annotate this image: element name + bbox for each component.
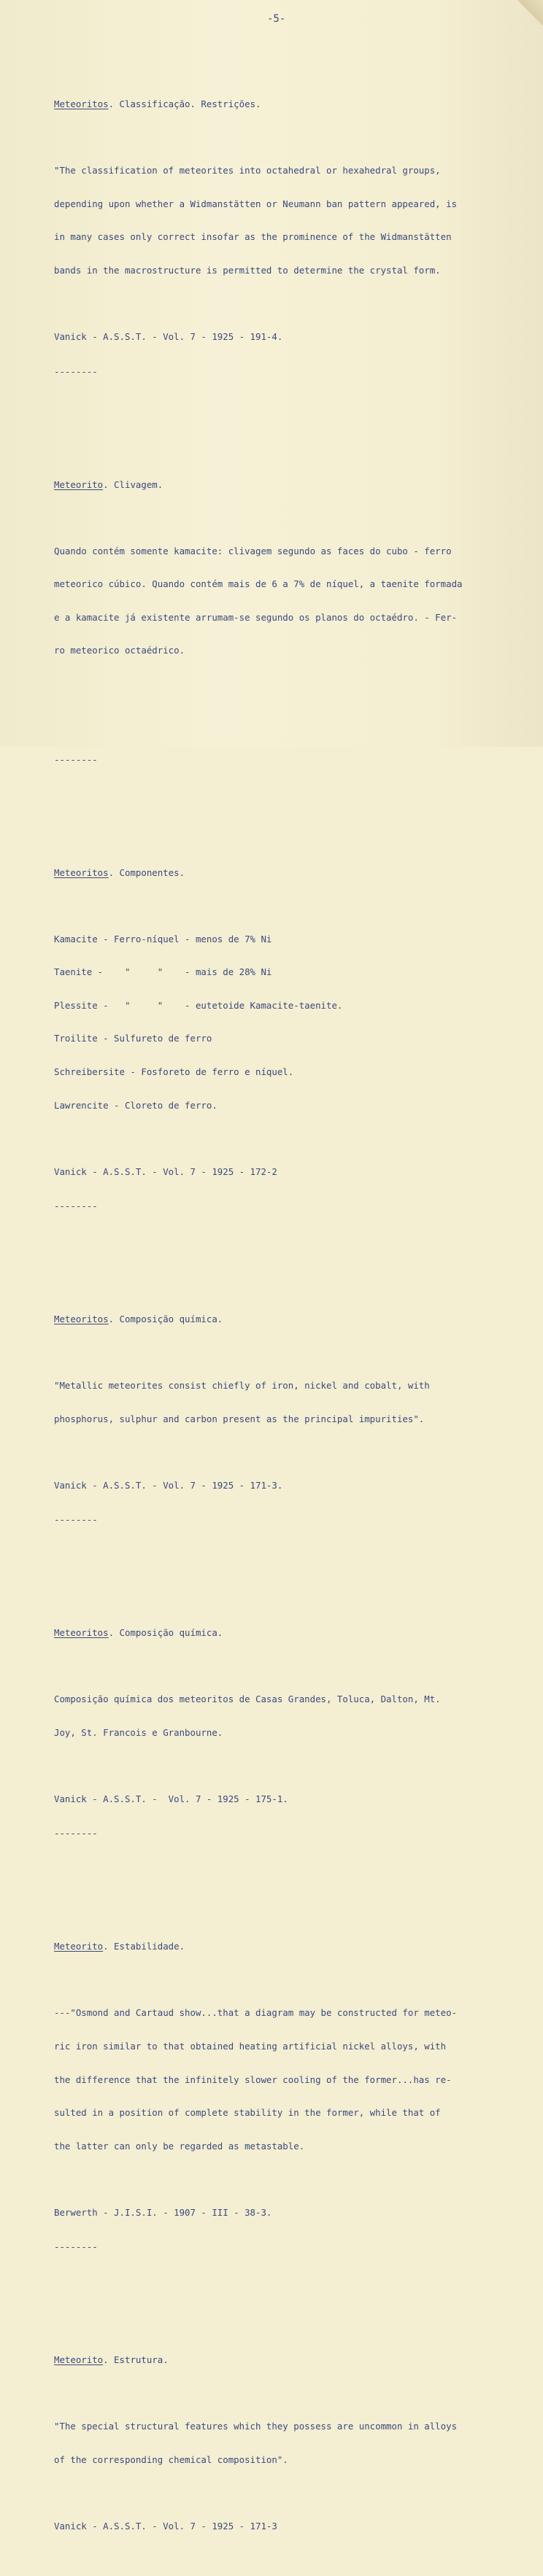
entry-text — [54, 1985, 537, 2173]
entry-text — [54, 911, 537, 1133]
entry-subtitle: . Composição química. — [108, 1314, 223, 1325]
entry-text — [54, 1358, 537, 1447]
text-line: meteorico cúbico. Quando contém mais de 6 a 7% de níquel, a taenite formada — [54, 578, 463, 590]
text-line: Plessite - " " - eutetoide Kamacite-taenite. — [54, 999, 343, 1011]
entry-composicao-1 — [54, 1292, 537, 1561]
entry-estabilidade — [54, 1919, 537, 2288]
entry-subtitle: . Estrutura. — [103, 2354, 169, 2366]
separator: -------- — [54, 2241, 98, 2253]
entry-text — [54, 523, 537, 678]
entry-topic: Meteorito — [54, 2354, 104, 2366]
entry-topic: Meteoritos — [54, 866, 109, 878]
entry-heading — [54, 1314, 537, 1324]
text-line: the difference that the infinitely slower cooling of the former...has re- — [54, 2073, 452, 2085]
entry-subtitle: . Composição química. — [108, 1627, 223, 1639]
text-line: depending upon whether a Widmanstätten or Neumann ban pattern appeared, is — [54, 198, 458, 209]
text-line: e a kamacite já existente arrumam-se segundo os planos do octaédro. - Fer- — [54, 611, 458, 623]
entry-text — [54, 2399, 537, 2488]
entry-heading — [54, 98, 537, 109]
entry-text — [54, 1672, 537, 1761]
text-line: of the corresponding chemical composition". — [54, 2453, 288, 2465]
separator: -------- — [54, 1828, 98, 1839]
document-body — [54, 32, 537, 2576]
entry-composicao-2 — [54, 1605, 537, 1874]
spacer — [54, 711, 537, 730]
entry-reference: Vanick - A.S.S.T. - Vol. 7 - 1925 - 171-3 — [54, 2520, 277, 2532]
text-line: Quando contém somente kamacite: clivagem segundo as faces do cubo - ferro — [54, 545, 452, 556]
page-number: -5- — [267, 13, 286, 25]
text-line: ro meteorico octaédrico. — [54, 645, 185, 656]
text-line: sulted in a position of complete stability in the former, while that of — [54, 2107, 441, 2119]
entry-topic: Meteoritos — [54, 1627, 109, 1639]
entry-reference: Vanick - A.S.S.T. - Vol. 7 - 1925 - 171-3. — [54, 1479, 283, 1491]
entry-heading — [54, 867, 537, 878]
text-line: Composição química dos meteoritos de Casas Grandes, Toluca, Dalton, Mt. — [54, 1694, 441, 1705]
entry-clivagem — [54, 457, 537, 800]
entry-estrutura — [54, 2332, 537, 2554]
entry-topic: Meteoritos — [54, 98, 109, 110]
text-line: bands in the macrostructure is permitted to determine the crystal form. — [54, 265, 441, 276]
separator: -------- — [54, 365, 98, 377]
text-line: phosphorus, sulphur and carbon present as the principal impurities". — [54, 1413, 425, 1424]
text-line: "Metallic meteorites consist chiefly of iron, nickel and cobalt, with — [54, 1380, 430, 1392]
text-line: ---"Osmond and Cartaud show...that a diagram may be constructed for meteo- — [54, 2007, 458, 2019]
entry-reference: Vanick - A.S.S.T. - Vol. 7 - 1925 - 175-1. — [54, 1793, 288, 1804]
entry-heading — [54, 479, 537, 490]
folded-corner — [518, 0, 543, 28]
text-line: Joy, St. Francois e Granbourne. — [54, 1726, 223, 1738]
entry-subtitle: . Classificação. Restrições. — [108, 98, 261, 110]
entry-heading — [54, 2354, 537, 2365]
entry-classificacao — [54, 77, 537, 412]
entry-topic: Meteorito — [54, 478, 104, 490]
text-line: Troilite - Sulfureto de ferro — [54, 1033, 212, 1044]
entry-heading — [54, 1941, 537, 1952]
text-line: in many cases only correct insofar as the prominence of the Widmanstätten — [54, 231, 452, 243]
separator: -------- — [54, 1514, 98, 1526]
entry-reference: Vanick - A.S.S.T. - Vol. 7 - 1925 - 191-4. — [54, 331, 283, 343]
separator: -------- — [54, 753, 98, 765]
text-line: Schreibersite - Fosforeto de ferro e níquel. — [54, 1066, 294, 1078]
entry-heading — [54, 1627, 537, 1638]
text-line: "The special structural features which they possess are uncommon in alloys — [54, 2421, 458, 2432]
text-line: Kamacite - Ferro-níquel - menos de 7% Ni — [54, 933, 272, 944]
text-line: ric iron similar to that obtained heating artificial nickel alloys, with — [54, 2040, 447, 2052]
entry-componentes — [54, 845, 537, 1247]
text-line: Lawrencite - Cloreto de ferro. — [54, 1099, 217, 1111]
entry-reference: Berwerth - J.I.S.I. - 1907 - III - 38-3. — [54, 2206, 272, 2218]
entry-text — [54, 143, 537, 298]
separator: -------- — [54, 1200, 98, 1212]
entry-topic: Meteoritos — [54, 1314, 109, 1325]
entry-reference: Vanick - A.S.S.T. - Vol. 7 - 1925 - 172-2 — [54, 1165, 277, 1177]
entry-topic: Meteorito — [54, 1941, 104, 1952]
entry-subtitle: . Clivagem. — [103, 478, 163, 490]
text-line: the latter can only be regarded as metastable. — [54, 2140, 305, 2152]
entry-subtitle: . Estabilidade. — [103, 1941, 185, 1952]
entry-subtitle: . Componentes. — [108, 866, 185, 878]
text-line: "The classification of meteorites into octahedral or hexahedral groups, — [54, 165, 441, 176]
text-line: Taenite - " " - mais de 28% Ni — [54, 966, 272, 978]
